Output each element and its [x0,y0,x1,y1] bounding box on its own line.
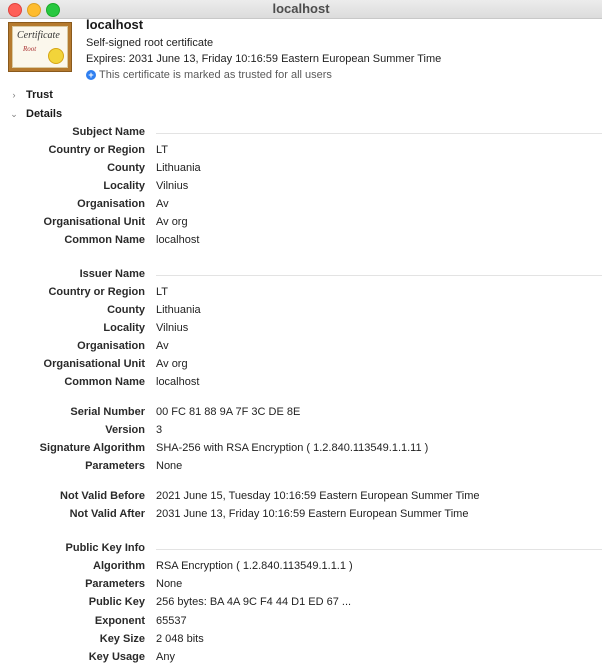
field-label: Key Size [99,633,145,645]
field-label: Country or Region [48,286,145,298]
field-label: Serial Number [70,406,145,418]
field-value: 256 bytes: BA 4A 9C F4 44 D1 ED 67 ... [156,596,352,608]
field-label: Common Name [64,234,145,246]
detail-row [0,322,602,338]
field-value: Av [156,198,169,210]
detail-row [0,180,602,196]
field-label: Parameters [85,578,145,590]
detail-row [0,376,602,392]
detail-row [0,560,602,576]
field-value: 3 [156,424,163,436]
seal-icon [48,48,64,64]
field-label: Parameters [85,460,145,472]
field-label: Organisational Unit [43,216,145,228]
chevron-down-icon: ⌄ [10,108,18,119]
certificate-icon [8,22,72,72]
section-divider [156,275,602,276]
chevron-right-icon: › [12,90,16,100]
field-label: Algorithm [93,560,145,572]
section-divider [156,549,602,550]
field-value: None [156,578,183,590]
trust-status [86,69,332,81]
section-header: Public Key Info [65,542,145,554]
detail-row [0,144,602,160]
section-header: Issuer Name [79,268,145,280]
detail-row [0,578,602,594]
field-label: County [107,304,145,316]
detail-row [0,406,602,422]
field-value: 65537 [156,615,187,627]
detail-row [0,651,602,667]
field-label: Organisation [77,340,145,352]
field-value: Av org [156,358,188,370]
field-label: Signature Algorithm [39,442,145,454]
window-title: localhost [272,1,330,16]
field-label: Locality [103,322,145,334]
detail-row [0,442,602,458]
field-label: Exponent [94,615,145,627]
field-value: 2 048 bits [156,633,204,645]
field-value: Av org [156,216,188,228]
field-value: localhost [156,376,200,388]
field-label: Organisation [77,198,145,210]
plus-circle-icon: + [86,70,96,80]
field-label: Organisational Unit [43,358,145,370]
detail-row [0,286,602,302]
detail-row [0,162,602,178]
detail-row [0,596,602,612]
field-value: Lithuania [156,162,201,174]
detail-row [0,216,602,232]
field-label: Not Valid After [69,508,145,520]
field-value: 00 FC 81 88 9A 7F 3C DE 8E [156,406,301,418]
detail-row [0,460,602,476]
details-disclosure[interactable] [10,108,62,120]
detail-row [0,508,602,524]
detail-row [0,633,602,649]
field-label: Public Key [88,596,145,608]
subject-name-header [0,126,602,142]
field-value: RSA Encryption ( 1.2.840.113549.1.1.1 ) [156,560,353,572]
field-label: Key Usage [88,651,145,663]
field-value: 2021 June 15, Tuesday 10:16:59 Eastern European Summer Time [156,490,480,502]
field-label: Common Name [64,376,145,388]
field-value: Any [156,651,175,663]
trust-status-text: This certificate is marked as trusted for all users [99,69,332,81]
certificate-name: localhost [86,17,144,32]
trust-disclosure[interactable] [10,89,53,101]
detail-row [0,340,602,356]
details-disclosure-label: Details [26,108,63,120]
detail-row [0,234,602,250]
certificate-expiry: Expires: 2031 June 13, Friday 10:16:59 Eastern European Summer Time [86,53,442,65]
detail-row [0,304,602,320]
section-divider [156,133,602,134]
field-value: None [156,460,183,472]
detail-row [0,358,602,374]
issuer-name-header [0,268,602,284]
field-value: localhost [156,234,200,246]
field-value: SHA-256 with RSA Encryption ( 1.2.840.113549.1.1.11 ) [156,442,429,454]
certificate-type: Self-signed root certificate [86,37,214,49]
field-value: LT [156,144,169,156]
field-label: Locality [103,180,145,192]
field-value: Vilnius [156,180,189,192]
public-key-info-header [0,542,602,558]
section-header: Subject Name [72,126,145,138]
field-label: Version [105,424,145,436]
certificate-icon-title: Certificate [17,30,60,41]
certificate-icon-subtitle: Root [23,45,37,53]
field-value: Lithuania [156,304,201,316]
detail-row [0,490,602,506]
detail-row [0,615,602,631]
field-label: Country or Region [48,144,145,156]
field-label: Not Valid Before [60,490,145,502]
detail-row [0,424,602,440]
field-value: 2031 June 13, Friday 10:16:59 Eastern European Summer Time [156,508,469,520]
field-value: Av [156,340,169,352]
field-value: LT [156,286,169,298]
detail-row [0,198,602,214]
field-value: Vilnius [156,322,189,334]
field-label: County [107,162,145,174]
trust-disclosure-label: Trust [26,89,53,101]
